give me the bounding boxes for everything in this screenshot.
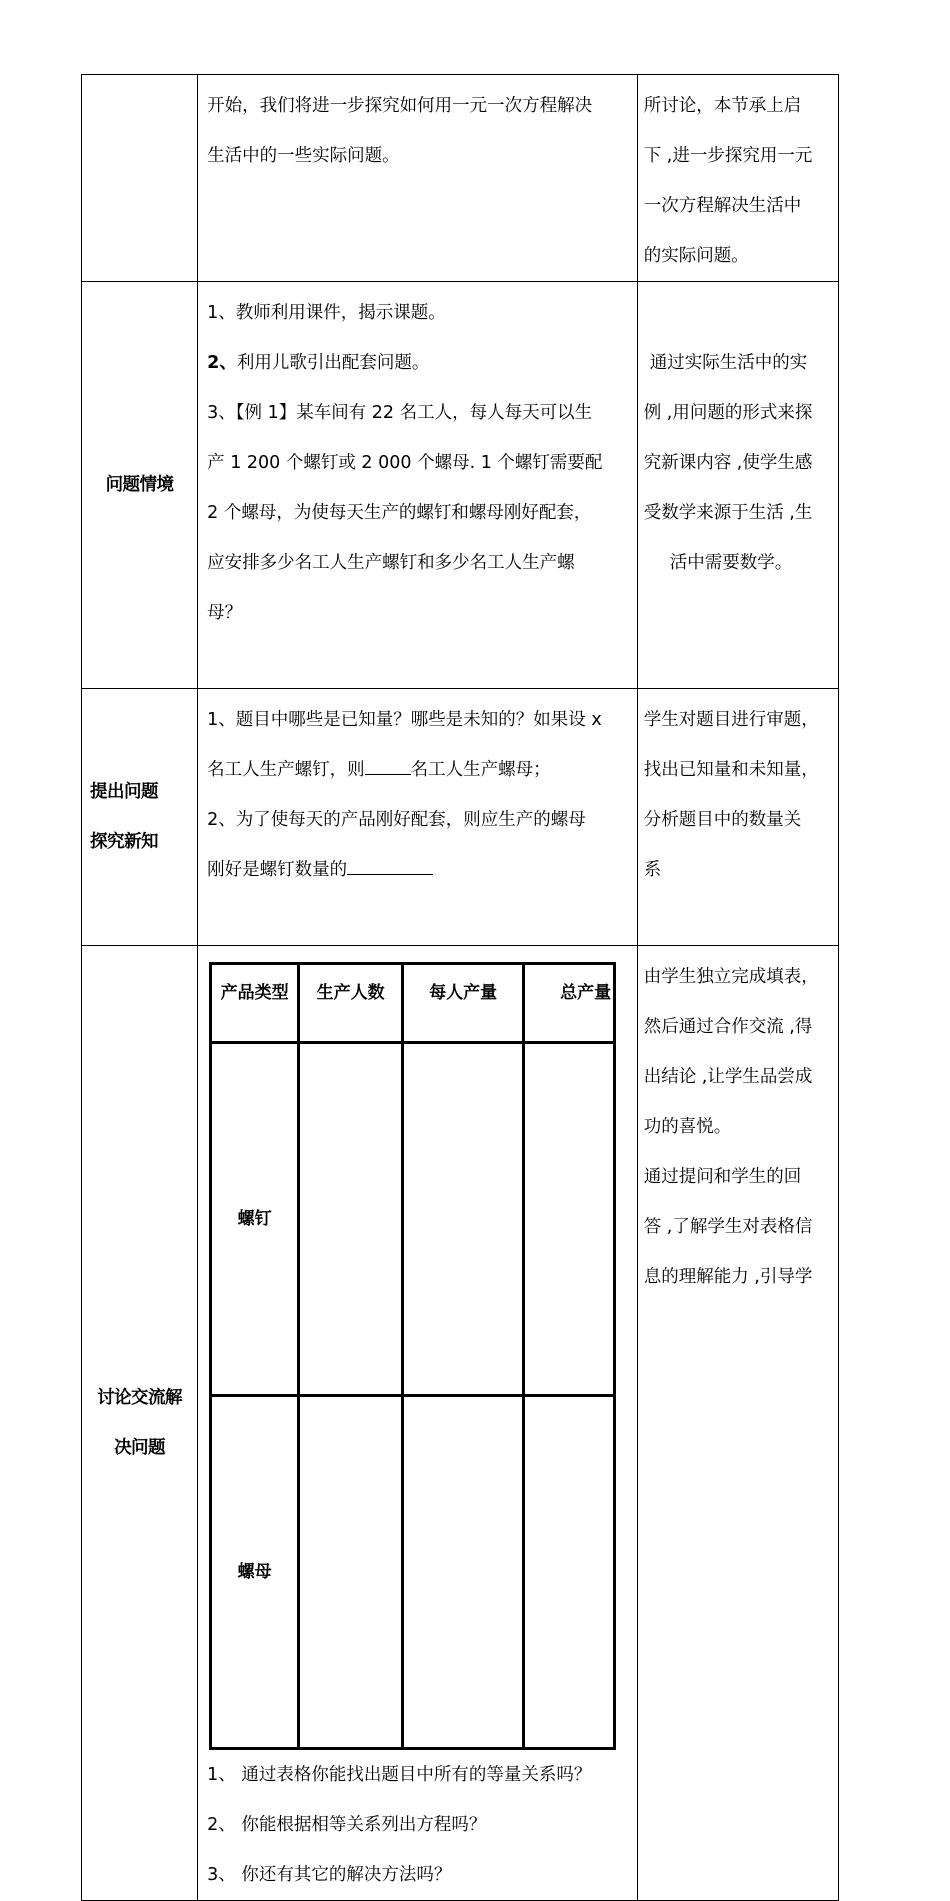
table-cell[interactable]: [524, 1396, 615, 1749]
content-line: 1、教师利用课件，揭示课题。: [207, 303, 446, 323]
note-line: 找出已知量和未知量，: [643, 760, 819, 780]
content-line: 2 个螺母，为使每天生产的螺钉和螺母刚好配套，: [207, 503, 592, 523]
lesson-row-explore: [82, 689, 839, 946]
note-line: 出结论 ,让学生品尝成: [643, 1067, 813, 1087]
note-line: 通过提问和学生的回: [643, 1167, 802, 1187]
row-content: [198, 75, 638, 282]
item-text: 利用儿歌引出配套问题。: [236, 353, 430, 373]
question-line: 1、 通过表格你能找出题目中所有的等量关系吗？: [207, 1765, 592, 1785]
note-line: 究新课内容 ,使学生感: [643, 453, 813, 473]
row-label-line: 探究新知: [90, 832, 158, 852]
note-line: 受数学来源于生活 ,生: [643, 503, 813, 523]
note-line: 功的喜悦。: [643, 1117, 732, 1137]
note-line: 答 ,了解学生对表格信: [643, 1217, 813, 1237]
row-label: [82, 689, 198, 946]
content-line: 生活中的一些实际问题。: [207, 146, 400, 166]
note-line: 下 ,进一步探究用一元: [643, 146, 813, 166]
table-cell[interactable]: [524, 1043, 615, 1396]
lesson-row-discussion: [82, 946, 839, 1901]
fill-blank: [347, 860, 433, 875]
row-note: [637, 689, 838, 946]
content-line: [207, 845, 629, 895]
production-table-header: [211, 964, 615, 1043]
content-line: [207, 745, 629, 795]
content-line: 2、为了使每天的产品刚好配套，则应生产的螺母: [207, 810, 586, 830]
row-label-empty: [82, 75, 198, 282]
row-label-line: 提出问题: [90, 782, 158, 802]
row-label: [82, 946, 198, 1901]
note-line: 息的理解能力 ,引导学: [643, 1267, 813, 1287]
content-line: [207, 338, 629, 388]
table-cell[interactable]: [299, 1043, 403, 1396]
header-cell: 产品类型: [211, 964, 299, 1043]
header-cell: 总产量: [524, 964, 615, 1043]
row-note: [637, 946, 838, 1901]
note-line: 分析题目中的数量关: [643, 810, 802, 830]
table-row: [211, 1043, 615, 1396]
table-cell[interactable]: [403, 1043, 524, 1396]
row-header-cell: 螺钉: [211, 1043, 299, 1396]
lesson-plan-table: [81, 74, 839, 1901]
table-row: [211, 1396, 615, 1749]
content-text: 刚好是螺钉数量的: [207, 860, 348, 880]
note-line: 通过实际生活中的实: [649, 353, 808, 373]
row-note: [637, 282, 838, 689]
question-line: 3、 你还有其它的解决方法吗？: [207, 1865, 452, 1885]
lesson-row-intro: [82, 75, 839, 282]
row-label-line: 决问题: [114, 1438, 166, 1458]
row-content: [198, 946, 638, 1901]
production-table: [209, 962, 616, 1750]
note-line: 例 ,用问题的形式来探: [643, 403, 813, 423]
row-label: [82, 282, 198, 689]
note-line: 的实际问题。: [643, 246, 749, 266]
row-content: [198, 282, 638, 689]
question-line: 2、 你能根据相等关系列出方程吗？: [207, 1815, 487, 1835]
content-line: 母？: [207, 603, 243, 623]
content-line: 3、【例 1】某车间有 22 名工人，每人每天可以生: [207, 403, 593, 423]
content-text: 名工人生产螺母；: [410, 760, 551, 780]
row-label-text: 问题情境: [105, 475, 174, 495]
content-line: 产 1 200 个螺钉或 2 000 个螺母. 1 个螺钉需要配: [207, 453, 603, 473]
note-line: 活中需要数学。: [669, 553, 793, 573]
row-label-line: 讨论交流解: [97, 1388, 183, 1408]
header-cell: 生产人数: [299, 964, 403, 1043]
row-content: [198, 689, 638, 946]
row-note: [637, 75, 838, 282]
header-cell: 每人产量: [403, 964, 524, 1043]
note-line: 然后通过合作交流 ,得: [643, 1017, 813, 1037]
note-line: 系: [643, 860, 662, 880]
note-line: 由学生独立完成填表，: [643, 967, 819, 987]
note-line: 学生对题目进行审题，: [643, 710, 819, 730]
fill-blank: [365, 760, 411, 775]
content-line: 应安排多少名工人生产螺钉和多少名工人生产螺: [207, 553, 575, 573]
content-text: 名工人生产螺钉，则: [207, 760, 365, 780]
table-cell[interactable]: [299, 1396, 403, 1749]
table-cell[interactable]: [403, 1396, 524, 1749]
note-line: 一次方程解决生活中: [643, 196, 802, 216]
row-header-cell: 螺母: [211, 1396, 299, 1749]
note-line: 所讨论，本节承上启: [643, 96, 802, 116]
lesson-row-problem-context: [82, 282, 839, 689]
content-line: 开始，我们将进一步探究如何用一元一次方程解决: [207, 96, 593, 116]
content-line: 1、题目中哪些是已知量？哪些是未知的？如果设 x: [207, 710, 602, 730]
item-number: 2、: [207, 353, 237, 373]
